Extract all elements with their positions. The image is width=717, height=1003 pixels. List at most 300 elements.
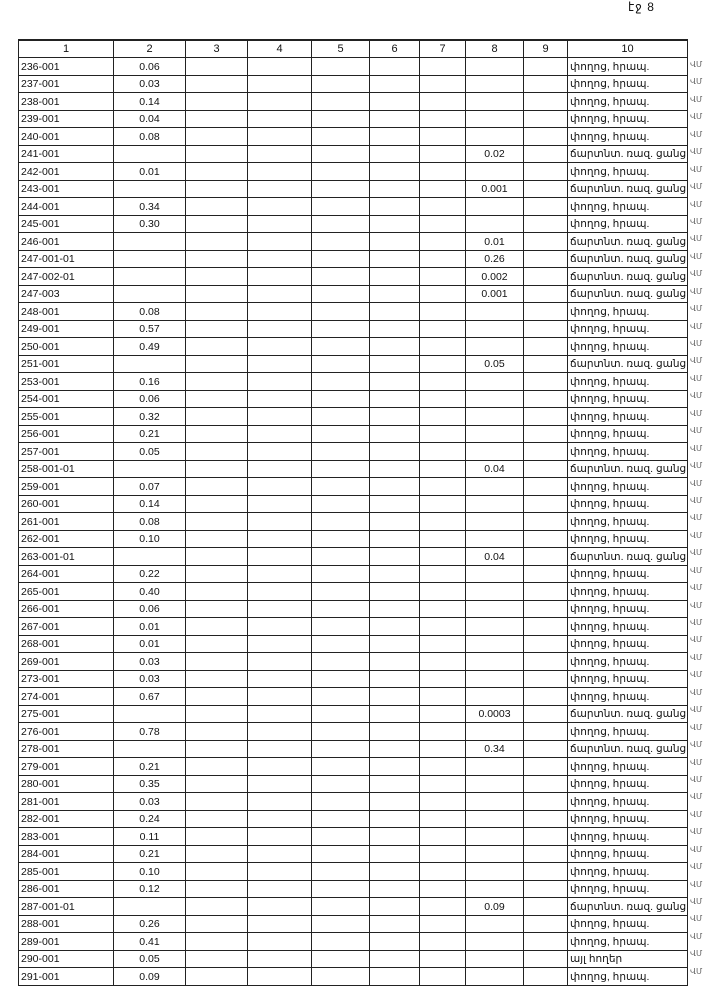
cell-c10: փողոց, հրապ. (568, 58, 688, 76)
cell-c6 (370, 93, 420, 111)
cell-c2: 0.16 (114, 373, 186, 391)
cell-c7 (420, 285, 466, 303)
cell-c3 (186, 688, 248, 706)
cell-c1: 275-001 (19, 705, 114, 723)
cell-c8 (466, 58, 524, 76)
cell-c9 (524, 180, 568, 198)
cell-c4 (248, 285, 312, 303)
cell-c7 (420, 215, 466, 233)
cell-c2: 0.01 (114, 635, 186, 653)
cell-c1: 263-001-01 (19, 548, 114, 566)
cell-c8 (466, 373, 524, 391)
cell-c10: փողոց, հրապ. (568, 828, 688, 846)
table-row (19, 338, 688, 356)
cell-c5 (312, 145, 370, 163)
margin-mark: ՎՄ (690, 897, 703, 906)
table-row (19, 110, 688, 128)
cell-c7 (420, 845, 466, 863)
cell-c7 (420, 75, 466, 93)
cell-c7 (420, 670, 466, 688)
cell-c1: 246-001 (19, 233, 114, 251)
cell-c2 (114, 285, 186, 303)
cell-c8 (466, 793, 524, 811)
cell-c1: 247-002-01 (19, 268, 114, 286)
cell-c1: 290-001 (19, 950, 114, 968)
table-row (19, 180, 688, 198)
cell-c2: 0.03 (114, 653, 186, 671)
cell-c3 (186, 373, 248, 391)
cell-c5 (312, 373, 370, 391)
cell-c7 (420, 880, 466, 898)
cell-c8 (466, 670, 524, 688)
cell-c8 (466, 653, 524, 671)
cell-c9 (524, 303, 568, 321)
cell-c6 (370, 705, 420, 723)
table-row (19, 810, 688, 828)
cell-c4 (248, 775, 312, 793)
cell-c6 (370, 110, 420, 128)
table-row (19, 478, 688, 496)
cell-c6 (370, 933, 420, 951)
cell-c4 (248, 618, 312, 636)
cell-c7 (420, 145, 466, 163)
cell-c8 (466, 408, 524, 426)
cell-c9 (524, 845, 568, 863)
cell-c10: փողոց, հրապ. (568, 775, 688, 793)
cell-c2: 0.14 (114, 93, 186, 111)
cell-c1: 284-001 (19, 845, 114, 863)
cell-c9 (524, 93, 568, 111)
cell-c5 (312, 828, 370, 846)
cell-c3 (186, 58, 248, 76)
cell-c5 (312, 933, 370, 951)
cell-c6 (370, 758, 420, 776)
cell-c9 (524, 250, 568, 268)
table-row (19, 373, 688, 391)
cell-c2: 0.49 (114, 338, 186, 356)
cell-c5 (312, 233, 370, 251)
cell-c5 (312, 950, 370, 968)
margin-mark: ՎՄ (690, 827, 703, 837)
cell-c2: 0.57 (114, 320, 186, 338)
cell-c9 (524, 898, 568, 916)
cell-c3 (186, 495, 248, 513)
margin-mark: ՎՄ (690, 618, 703, 627)
cell-c6 (370, 513, 420, 531)
col-header: 3 (186, 40, 248, 58)
cell-c8: 0.0003 (466, 705, 524, 723)
cell-c10: փողոց, հրապ. (568, 600, 688, 618)
cell-c5 (312, 180, 370, 198)
cell-c9 (524, 828, 568, 846)
cell-c4 (248, 443, 312, 461)
cell-c5 (312, 163, 370, 181)
margin-mark: ՎՄ (690, 949, 703, 959)
table-row (19, 653, 688, 671)
cell-c5 (312, 250, 370, 268)
cell-c2: 0.01 (114, 163, 186, 181)
cell-c5 (312, 775, 370, 793)
cell-c1: 237-001 (19, 75, 114, 93)
cell-c6 (370, 373, 420, 391)
cell-c7 (420, 198, 466, 216)
cell-c1: 251-001 (19, 355, 114, 373)
cell-c1: 273-001 (19, 670, 114, 688)
cell-c3 (186, 268, 248, 286)
cell-c4 (248, 583, 312, 601)
cell-c3 (186, 250, 248, 268)
margin-mark: ՎՄ (690, 792, 703, 802)
cell-c3 (186, 828, 248, 846)
cell-c9 (524, 915, 568, 933)
cell-c8: 0.34 (466, 740, 524, 758)
cell-c8 (466, 338, 524, 356)
cell-c9 (524, 688, 568, 706)
cell-c8 (466, 635, 524, 653)
table-row (19, 93, 688, 111)
table-row (19, 618, 688, 636)
cell-c7 (420, 828, 466, 846)
cell-c6 (370, 320, 420, 338)
cell-c4 (248, 128, 312, 146)
cell-c3 (186, 233, 248, 251)
cell-c4 (248, 338, 312, 356)
cell-c8: 0.09 (466, 898, 524, 916)
cell-c4 (248, 478, 312, 496)
cell-c2: 0.78 (114, 723, 186, 741)
cell-c7 (420, 898, 466, 916)
cell-c6 (370, 670, 420, 688)
cell-c2 (114, 898, 186, 916)
cell-c6 (370, 495, 420, 513)
margin-mark: ՎՄ (690, 269, 703, 279)
cell-c3 (186, 93, 248, 111)
cell-c7 (420, 408, 466, 426)
cell-c5 (312, 75, 370, 93)
cell-c4 (248, 530, 312, 548)
cell-c2: 0.03 (114, 793, 186, 811)
cell-c1: 279-001 (19, 758, 114, 776)
cell-c5 (312, 110, 370, 128)
cell-c9 (524, 460, 568, 478)
cell-c4 (248, 513, 312, 531)
cell-c5 (312, 443, 370, 461)
cell-c5 (312, 425, 370, 443)
cell-c5 (312, 355, 370, 373)
cell-c3 (186, 513, 248, 531)
margin-mark: ՎՄ (690, 443, 703, 453)
cell-c2: 0.21 (114, 425, 186, 443)
cell-c1: 278-001 (19, 740, 114, 758)
cell-c1: 238-001 (19, 93, 114, 111)
cell-c2: 0.34 (114, 198, 186, 216)
table-row (19, 688, 688, 706)
cell-c10: ճարտնտ. ռազ. ցանց (568, 145, 688, 163)
cell-c1: 257-001 (19, 443, 114, 461)
cell-c4 (248, 950, 312, 968)
margin-mark: ՎՄ (690, 286, 703, 296)
cell-c9 (524, 583, 568, 601)
cell-c10: փողոց, հրապ. (568, 425, 688, 443)
cell-c9 (524, 58, 568, 76)
cell-c5 (312, 793, 370, 811)
cell-c1: 283-001 (19, 828, 114, 846)
cell-c9 (524, 233, 568, 251)
col-header: 9 (524, 40, 568, 58)
cell-c2: 0.32 (114, 408, 186, 426)
cell-c4 (248, 898, 312, 916)
cell-c2: 0.67 (114, 688, 186, 706)
cell-c5 (312, 670, 370, 688)
cell-c6 (370, 145, 420, 163)
cell-c8: 0.002 (466, 268, 524, 286)
cell-c3 (186, 810, 248, 828)
cell-c1: 248-001 (19, 303, 114, 321)
cell-c1: 247-003 (19, 285, 114, 303)
cell-c9 (524, 530, 568, 548)
cell-c4 (248, 145, 312, 163)
cell-c8: 0.02 (466, 145, 524, 163)
margin-mark: ՎՄ (690, 461, 703, 471)
cell-c7 (420, 933, 466, 951)
cell-c7 (420, 688, 466, 706)
margin-mark: ՎՄ (690, 635, 703, 645)
cell-c3 (186, 600, 248, 618)
cell-c6 (370, 653, 420, 671)
cell-c5 (312, 530, 370, 548)
cell-c3 (186, 653, 248, 671)
cell-c9 (524, 513, 568, 531)
cell-c4 (248, 93, 312, 111)
cell-c1: 268-001 (19, 635, 114, 653)
cell-c5 (312, 268, 370, 286)
margin-mark: ՎՄ (690, 182, 703, 192)
cell-c3 (186, 460, 248, 478)
cell-c6 (370, 268, 420, 286)
cell-c2 (114, 233, 186, 251)
cell-c3 (186, 705, 248, 723)
cell-c4 (248, 268, 312, 286)
cell-c2: 0.10 (114, 530, 186, 548)
cell-c3 (186, 898, 248, 916)
cell-c4 (248, 163, 312, 181)
cell-c3 (186, 425, 248, 443)
cell-c8 (466, 845, 524, 863)
cell-c6 (370, 635, 420, 653)
cell-c9 (524, 198, 568, 216)
table-row (19, 775, 688, 793)
cell-c5 (312, 723, 370, 741)
cell-c9 (524, 373, 568, 391)
cell-c4 (248, 670, 312, 688)
cell-c1: 254-001 (19, 390, 114, 408)
cell-c4 (248, 758, 312, 776)
cell-c7 (420, 705, 466, 723)
cell-c10: փողոց, հրապ. (568, 198, 688, 216)
cell-c8 (466, 320, 524, 338)
land-table (18, 39, 688, 986)
cell-c1: 288-001 (19, 915, 114, 933)
cell-c1: 255-001 (19, 408, 114, 426)
margin-mark: ՎՄ (690, 164, 703, 174)
cell-c1: 260-001 (19, 495, 114, 513)
cell-c6 (370, 425, 420, 443)
margin-mark: ՎՄ (690, 339, 703, 348)
cell-c7 (420, 268, 466, 286)
margin-mark: ՎՄ (690, 356, 703, 366)
cell-c3 (186, 775, 248, 793)
cell-c8 (466, 968, 524, 986)
cell-c8 (466, 93, 524, 111)
cell-c8: 0.04 (466, 548, 524, 566)
cell-c2: 0.10 (114, 863, 186, 881)
cell-c9 (524, 75, 568, 93)
cell-c10: փողոց, հրապ. (568, 215, 688, 233)
cell-c1: 286-001 (19, 880, 114, 898)
cell-c1: 276-001 (19, 723, 114, 741)
cell-c9 (524, 408, 568, 426)
cell-c3 (186, 530, 248, 548)
cell-c10: ճարտնտ. ռազ. ցանց (568, 705, 688, 723)
cell-c6 (370, 880, 420, 898)
cell-c7 (420, 128, 466, 146)
cell-c5 (312, 863, 370, 881)
cell-c5 (312, 408, 370, 426)
cell-c9 (524, 618, 568, 636)
cell-c1: 243-001 (19, 180, 114, 198)
cell-c3 (186, 443, 248, 461)
cell-c9 (524, 933, 568, 951)
cell-c5 (312, 898, 370, 916)
cell-c10: փողոց, հրապ. (568, 320, 688, 338)
cell-c6 (370, 583, 420, 601)
cell-c6 (370, 915, 420, 933)
cell-c9 (524, 968, 568, 986)
cell-c6 (370, 863, 420, 881)
cell-c1: 253-001 (19, 373, 114, 391)
cell-c3 (186, 618, 248, 636)
margin-mark: ՎՄ (690, 60, 703, 69)
cell-c9 (524, 495, 568, 513)
cell-c6 (370, 355, 420, 373)
cell-c8 (466, 390, 524, 408)
cell-c6 (370, 723, 420, 741)
cell-c9 (524, 670, 568, 688)
table-row (19, 950, 688, 968)
cell-c4 (248, 723, 312, 741)
cell-c9 (524, 145, 568, 163)
table-row (19, 355, 688, 373)
table-row (19, 530, 688, 548)
margin-mark: ՎՄ (690, 112, 703, 122)
cell-c1: 265-001 (19, 583, 114, 601)
cell-c10: ճարտնտ. ռազ. ցանց (568, 268, 688, 286)
cell-c4 (248, 600, 312, 618)
cell-c7 (420, 775, 466, 793)
cell-c10: փողոց, հրապ. (568, 863, 688, 881)
cell-c2: 0.30 (114, 215, 186, 233)
col-header: 6 (370, 40, 420, 58)
cell-c8 (466, 128, 524, 146)
cell-c7 (420, 180, 466, 198)
cell-c4 (248, 915, 312, 933)
cell-c7 (420, 338, 466, 356)
cell-c9 (524, 443, 568, 461)
cell-c8 (466, 215, 524, 233)
cell-c2: 0.01 (114, 618, 186, 636)
margin-mark: ՎՄ (690, 426, 703, 436)
cell-c5 (312, 495, 370, 513)
cell-c7 (420, 548, 466, 566)
cell-c10: ճարտնտ. ռազ. ցանց (568, 460, 688, 478)
cell-c2: 0.06 (114, 58, 186, 76)
cell-c2: 0.22 (114, 565, 186, 583)
cell-c10: փողոց, հրապ. (568, 653, 688, 671)
table-row (19, 215, 688, 233)
cell-c10: փողոց, հրապ. (568, 75, 688, 93)
table-row (19, 390, 688, 408)
cell-c4 (248, 845, 312, 863)
cell-c4 (248, 303, 312, 321)
cell-c6 (370, 600, 420, 618)
cell-c9 (524, 705, 568, 723)
cell-c1: 264-001 (19, 565, 114, 583)
cell-c10: փողոց, հրապ. (568, 93, 688, 111)
table-row (19, 740, 688, 758)
cell-c5 (312, 740, 370, 758)
cell-c7 (420, 635, 466, 653)
cell-c9 (524, 478, 568, 496)
cell-c5 (312, 565, 370, 583)
cell-c2: 0.21 (114, 758, 186, 776)
cell-c6 (370, 198, 420, 216)
cell-c4 (248, 705, 312, 723)
margin-mark: ՎՄ (690, 199, 703, 209)
cell-c8 (466, 688, 524, 706)
cell-c9 (524, 338, 568, 356)
page-number: էջ 8 (628, 0, 655, 14)
cell-c1: 266-001 (19, 600, 114, 618)
cell-c10: փողոց, հրապ. (568, 723, 688, 741)
cell-c3 (186, 863, 248, 881)
cell-c7 (420, 810, 466, 828)
cell-c7 (420, 758, 466, 776)
cell-c4 (248, 373, 312, 391)
cell-c8: 0.04 (466, 460, 524, 478)
cell-c2 (114, 740, 186, 758)
cell-c3 (186, 670, 248, 688)
cell-c10: այլ հողեր (568, 950, 688, 968)
cell-c10: փողոց, հրապ. (568, 688, 688, 706)
cell-c6 (370, 408, 420, 426)
cell-c7 (420, 110, 466, 128)
cell-c10: փողոց, հրապ. (568, 565, 688, 583)
cell-c2: 0.14 (114, 495, 186, 513)
cell-c6 (370, 740, 420, 758)
cell-c9 (524, 600, 568, 618)
cell-c4 (248, 58, 312, 76)
cell-c8 (466, 618, 524, 636)
cell-c8 (466, 880, 524, 898)
cell-c2 (114, 145, 186, 163)
cell-c8 (466, 775, 524, 793)
cell-c5 (312, 460, 370, 478)
cell-c5 (312, 653, 370, 671)
cell-c7 (420, 950, 466, 968)
cell-c8: 0.01 (466, 233, 524, 251)
cell-c6 (370, 303, 420, 321)
cell-c10: փողոց, հրապ. (568, 635, 688, 653)
